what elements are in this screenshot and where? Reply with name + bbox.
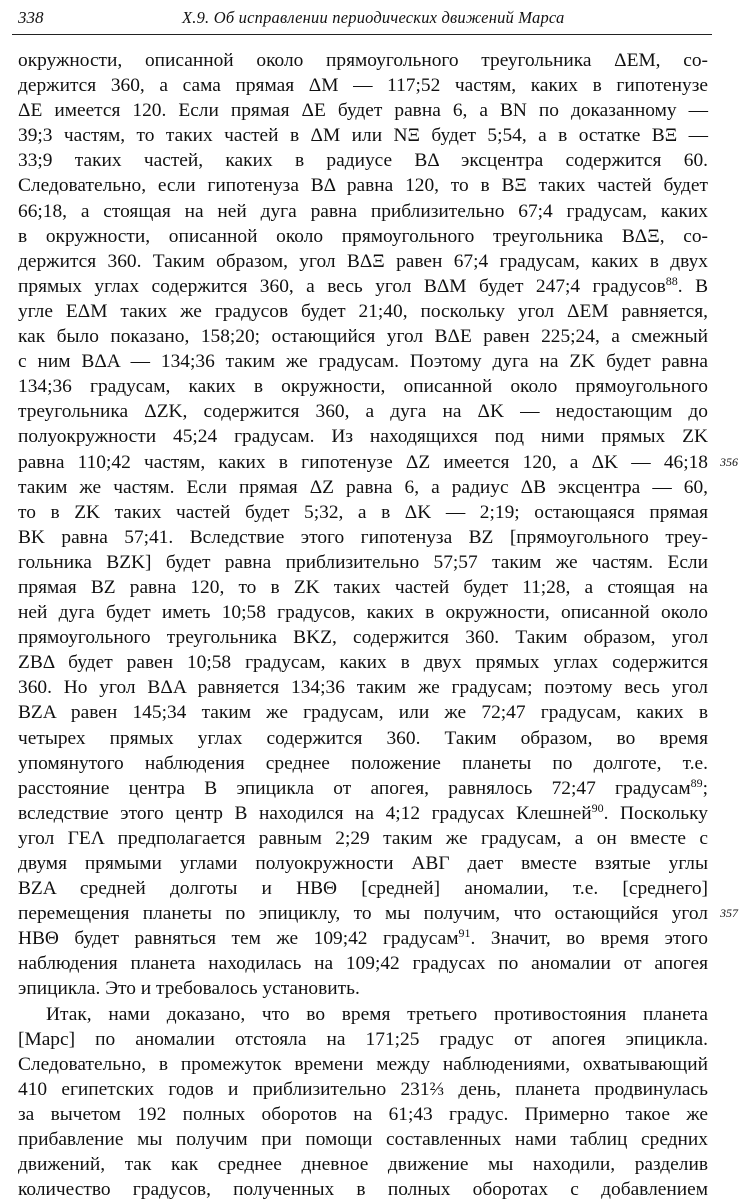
footnote-ref: 88 [665, 273, 678, 288]
line-text: 66;18, а стоящая на ней дуга равна приблизительно 67;4 градусам, каких [18, 200, 708, 222]
body-text [18, 48, 708, 1202]
line-text: то в ZK таких частей будет 5;32, а в ΔK — 2;19; остающаяся прямая [18, 501, 708, 523]
line-text: двумя прямыми углами полуокружности ABΓ дает вместе взятые углы [18, 853, 708, 874]
running-head: X.9. Об исправлении периодических движений Марса [182, 8, 565, 27]
line-text: 39;3 частям, то таких частей в ΔM или NΞ будет 5;54, а в остатке BΞ — [18, 125, 708, 147]
text-line [18, 625, 708, 650]
line-text: расстояние центра B эпицикла от апогея, равнялось 72;47 градусам [18, 777, 691, 799]
line-text: 410 египетских годов и приблизительно 231⅔ день, планета продвинулась [18, 1078, 708, 1100]
line-text: вследствие этого центр B находился на 4;12 градусах Клешней [18, 802, 592, 824]
text-line [18, 98, 708, 123]
text-line [18, 424, 708, 449]
text-line [18, 1027, 708, 1052]
text-line [18, 475, 708, 500]
text-line [18, 349, 708, 374]
line-text: упомянутого наблюдения среднее положение планеты по долготе, т.е. [18, 752, 708, 774]
line-text: равна 110;42 частям, каких в гипотенузе ΔZ имеется 120, а ΔK — 46;18 [18, 451, 708, 473]
line-text: за вычетом 192 полных оборотов на 61;43 градус. Примерно такое же [18, 1103, 708, 1125]
footnote-ref: 89 [690, 775, 703, 790]
text-line [18, 926, 708, 951]
text-line [18, 1002, 708, 1027]
text-line [18, 299, 708, 324]
text-line [18, 73, 708, 98]
footnote-ref: 90 [591, 800, 604, 815]
text-line [18, 48, 708, 73]
line-text: угол ΓEΛ предполагается равным 2;29 таким же градусам, а он вместе с [18, 827, 708, 849]
line-text: BZA равен 145;34 таким же градусам, или же 72;47 градусам, каких в [18, 702, 708, 724]
line-text: угле EΔM таких же градусов будет 21;40, поскольку угол ΔEM равняется, [18, 300, 708, 322]
text-line [18, 324, 708, 349]
text-line [18, 976, 708, 1001]
text-line [18, 173, 708, 198]
text-line [18, 123, 708, 148]
line-text: 33;9 таких частей, каких в радиусе BΔ эксцентра содержится 60. [18, 150, 708, 172]
text-line [18, 726, 708, 751]
text-line [18, 1127, 708, 1152]
text-line [18, 1052, 708, 1077]
line-text: BK равна 57;41. Вследствие этого гипотенуза BZ [прямоугольного треу- [18, 526, 708, 548]
line-text: четырех прямых углах содержится 360. Таким образом, во время [18, 727, 708, 749]
line-text-tail: . В [677, 275, 708, 297]
footnote-ref: 91 [458, 926, 471, 941]
line-text: перемещения планеты по эпициклу, то мы получим, что остающийся угол [18, 903, 708, 925]
line-text-tail: ; [702, 777, 708, 799]
line-text: прямоугольного треугольника BKZ, содержится 360. Таким образом, угол [18, 627, 708, 649]
text-line [18, 550, 708, 575]
line-text: прямых углах содержится 360, а весь угол BΔM будет 247;4 градусов [18, 275, 666, 297]
line-text: количество градусов, полученных в полных оборотах с добавлением [18, 1179, 708, 1201]
text-line [18, 1152, 708, 1177]
text-line [18, 274, 708, 299]
line-text: 134;36 градусам, каких в окружности, описанной около прямоугольного [18, 376, 708, 398]
line-text: таким же частям. Если прямая ΔZ равна 6, а радиус ΔB эксцентра — 60, [18, 476, 708, 498]
text-line [18, 751, 708, 776]
line-text: наблюдения планета находилась на 109;42 градусах по аномалии от апогея [18, 953, 708, 975]
header-rule [12, 34, 712, 35]
text-line [18, 374, 708, 399]
page-number: 338 [18, 8, 44, 27]
line-text: держится 360. Таким образом, угол BΔΞ равен 67;4 градусам, каких в двух [18, 250, 708, 272]
line-text: как было показано, 158;20; остающийся угол BΔE равен 225;24, а смежный [18, 326, 708, 348]
line-text: HBΘ будет равняться тем же 109;42 градусам [18, 928, 459, 950]
line-text: Следовательно, в промежуток времени между наблюдениями, охватывающий [18, 1053, 708, 1075]
margin-page-number: 357 [720, 906, 738, 921]
text-line [18, 525, 708, 550]
text-line [18, 675, 708, 700]
line-text: держится 360, а сама прямая ΔM — 117;52 частям, каких в гипотенузе [18, 75, 708, 97]
line-text: Следовательно, если гипотенуза BΔ равна 120, то в BΞ таких частей будет [18, 175, 708, 197]
line-text: ZBΔ будет равен 10;58 градусам, каких в двух прямых углах содержится [18, 652, 708, 674]
text-line [18, 224, 708, 249]
text-line [18, 650, 708, 675]
line-text: в окружности, описанной около прямоугольного треугольника BΔΞ, со- [18, 225, 708, 247]
margin-page-number: 356 [720, 454, 738, 469]
text-line [18, 600, 708, 625]
line-text: Итак, нами доказано, что во время третьего противостояния планета [46, 1003, 708, 1025]
line-text: эпицикла. Это и требовалось установить. [18, 978, 360, 1000]
line-text-tail: . Значит, во время этого [470, 928, 708, 950]
line-text: ΔE имеется 120. Если прямая ΔE будет равна 6, а BN по доказанному — [18, 100, 708, 122]
line-text: 360. Но угол BΔA равняется 134;36 таким же градусам; поэтому весь угол [18, 677, 708, 699]
text-line [18, 700, 708, 725]
page-header [12, 6, 720, 32]
text-line [18, 399, 708, 424]
line-text: треугольника ΔZK, содержится 360, а дуга на ΔK — недостающим до [18, 401, 708, 423]
text-line [18, 826, 708, 851]
text-line [18, 148, 708, 173]
line-text: прямая BZ равна 120, то в ZK таких частей будет 11;28, а стоящая на [18, 576, 708, 598]
line-text: с ним BΔA — 134;36 таким же градусам. Поэтому дуга на ZK будет равна [18, 351, 708, 373]
line-text: гольника BZK] будет равна приблизительно 57;57 таким же частям. Если [18, 551, 708, 573]
text-line [18, 249, 708, 274]
text-line [18, 450, 708, 475]
text-line [18, 575, 708, 600]
text-line [18, 1077, 708, 1102]
line-text: ней дуга будет иметь 10;58 градусов, каких в окружности, описанной около [18, 602, 708, 624]
text-line [18, 876, 708, 901]
line-text: окружности, описанной около прямоугольного треугольника ΔEM, со- [18, 50, 708, 71]
line-text-tail: . Поскольку [603, 802, 708, 824]
text-line [18, 500, 708, 525]
text-line [18, 1102, 708, 1127]
text-line [18, 199, 708, 224]
text-line [18, 951, 708, 976]
line-text: [Марс] по аномалии отстояла на 171;25 градус от апогея эпицикла. [18, 1028, 708, 1050]
line-text: полуокружности 45;24 градусам. Из находящихся под ними прямых ZK [18, 426, 708, 448]
text-line [18, 801, 708, 826]
text-line [18, 1177, 708, 1202]
text-line [18, 851, 708, 876]
text-line [18, 776, 708, 801]
line-text: BZA средней долготы и HBΘ [средней] аномалии, т.е. [среднего] [18, 878, 708, 900]
text-line [18, 901, 708, 926]
line-text: движений, так как среднее дневное движение мы находили, разделив [18, 1154, 708, 1176]
line-text: прибавление мы получим при помощи составленных нами таблиц средних [18, 1129, 708, 1151]
